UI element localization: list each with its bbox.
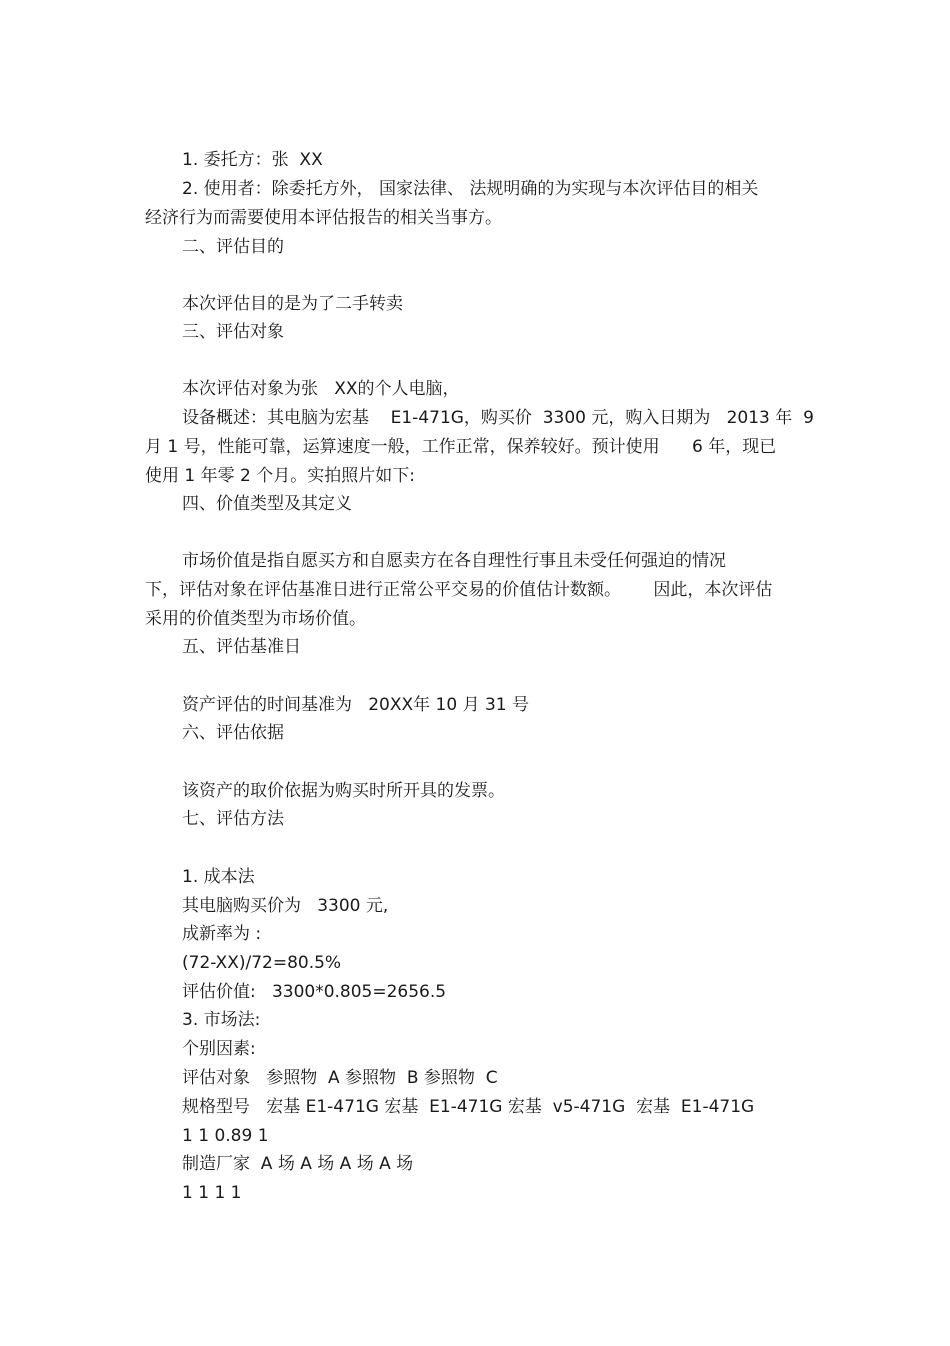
base-date-text: 资产评估的时间基准为 20XX年 10 月 31 号 — [182, 695, 530, 715]
section-heading-method: 七、评估方法 — [182, 809, 284, 829]
market-table-spec-coefficients: 1 1 0.89 1 — [182, 1126, 269, 1146]
definition-line-3: 采用的价值类型为市场价值。 — [145, 609, 366, 629]
method-cost-rate: 成新率为 : — [182, 924, 262, 944]
equipment-line-1: 设备概述：其电脑为宏基 E1-471G，购买价 3300 元，购入日期为 2013 年 9 — [182, 408, 814, 428]
definition-line-2: 下，评估对象在评估基准日进行正常公平交易的价值估计数额。 因此，本次评估 — [145, 580, 773, 600]
object-text: 本次评估对象为张 XX的个人电脑， — [182, 379, 460, 399]
section-heading-object: 三、评估对象 — [182, 322, 284, 342]
market-table-maker-coefficients: 1 1 1 1 — [182, 1183, 242, 1203]
purpose-text: 本次评估目的是为了二手转卖 — [182, 294, 403, 314]
equipment-line-2: 月 1 号，性能可靠，运算速度一般，工作正常，保养较好。预计使用 6 年，现已 — [145, 437, 777, 457]
method-market-factors: 个别因素: — [182, 1039, 256, 1059]
method-market-heading: 3. 市场法: — [182, 1010, 261, 1030]
basis-text: 该资产的取价依据为购买时所开具的发票。 — [182, 781, 505, 801]
user-line-2: 经济行为而需要使用本评估报告的相关当事方。 — [145, 208, 502, 228]
method-cost-value: 评估价值: 3300*0.805=2656.5 — [182, 982, 447, 1002]
market-table-spec: 规格型号 宏基 E1-471G 宏基 E1-471G 宏基 v5-471G 宏基 E1-471G — [182, 1097, 755, 1117]
section-heading-base-date: 五、评估基准日 — [182, 637, 301, 657]
method-cost-heading: 1. 成本法 — [182, 867, 255, 887]
method-cost-formula: (72-XX)/72=80.5% — [182, 953, 342, 973]
method-cost-price: 其电脑购买价为 3300 元, — [182, 896, 389, 916]
section-heading-purpose: 二、评估目的 — [182, 237, 284, 257]
definition-line-1: 市场价值是指自愿买方和自愿卖方在各自理性行事且未受任何强迫的情况 — [182, 551, 726, 571]
section-heading-value-type: 四、价值类型及其定义 — [182, 494, 352, 514]
user-line-1: 2. 使用者：除委托方外， 国家法律、 法规明确的为实现与本次评估目的相关 — [182, 179, 759, 199]
equipment-line-3: 使用 1 年零 2 个月。实拍照片如下: — [145, 466, 415, 486]
section-heading-basis: 六、评估依据 — [182, 723, 284, 743]
client-line: 1. 委托方：张 XX — [182, 150, 323, 170]
market-table-header: 评估对象 参照物 A 参照物 B 参照物 C — [182, 1068, 498, 1088]
market-table-maker: 制造厂家 A 场 A 场 A 场 A 场 — [182, 1154, 414, 1174]
